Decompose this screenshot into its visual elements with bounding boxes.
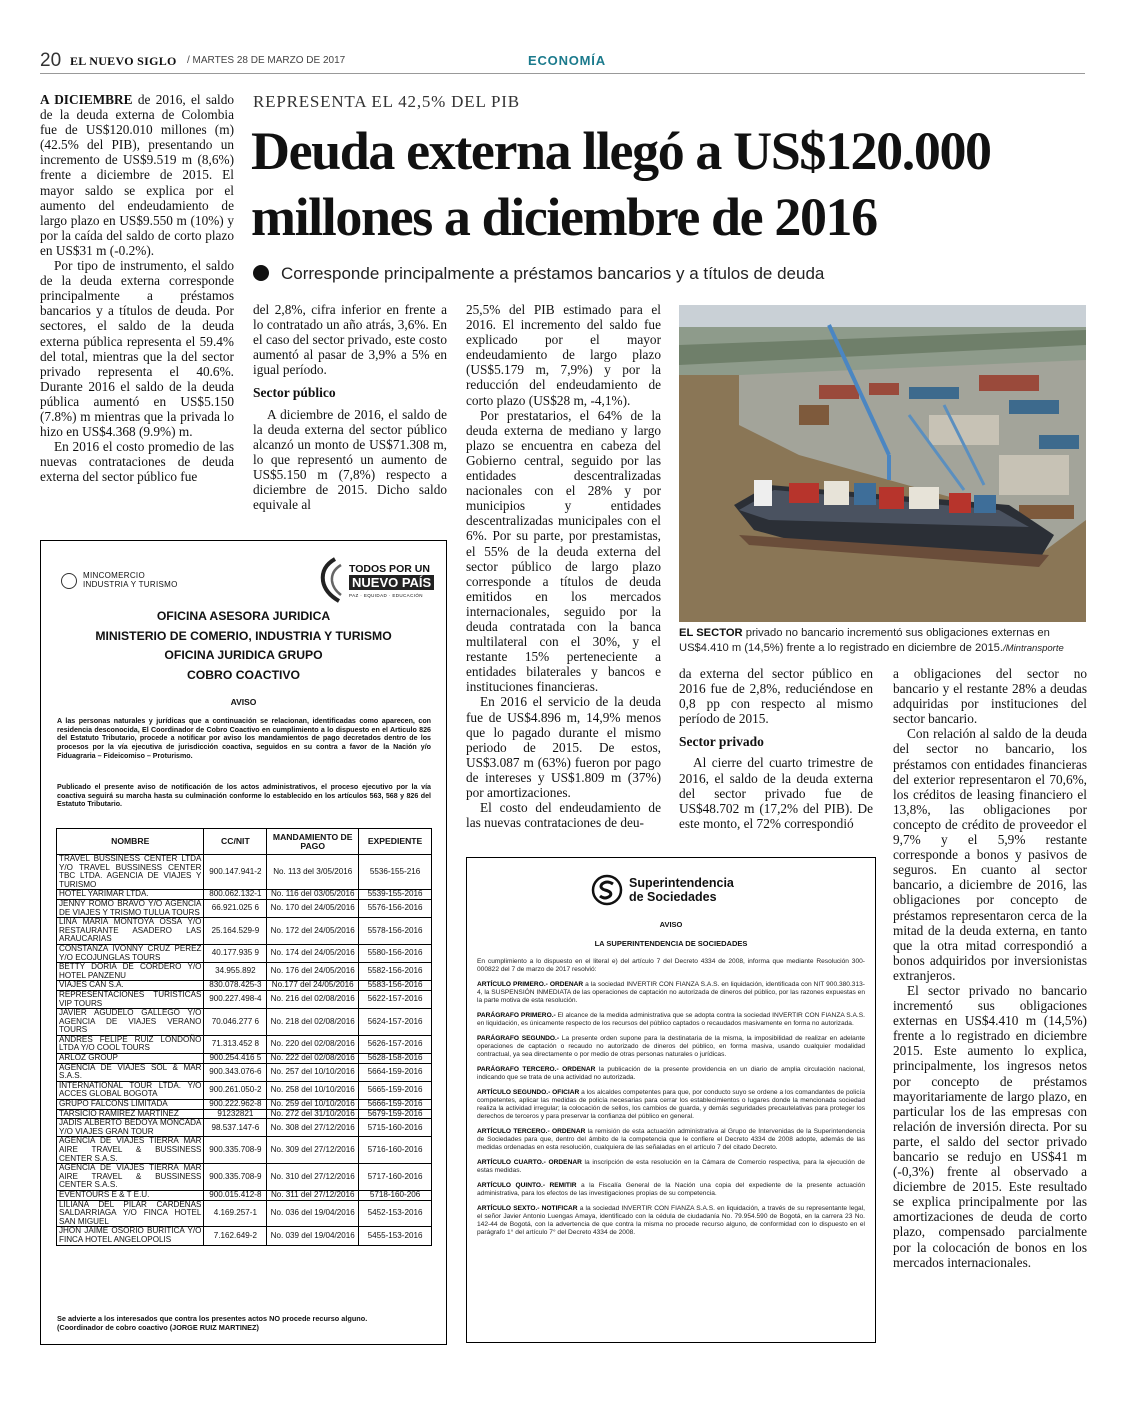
resolution-paragraph: ARTÍCULO TERCERO.- ORDENAR la remisión de esta actuación administrativa al Grupo de Intervenidas de la Superintendencia de Sociedades para que, dentro del ámbito de la competencia que le confiere el Decreto 4334 de 2008 adopte, además de las medidas ordenadas en esta resolución, cualquiera de las señaladas en el artículo 7 del citado Decreto. bbox=[477, 1128, 865, 1151]
case-number: 5580-156-2016 bbox=[359, 944, 432, 962]
table-row bbox=[57, 1081, 432, 1099]
article-column-4 bbox=[679, 666, 873, 848]
table-row bbox=[57, 1227, 432, 1245]
payment-order: No. 036 del 19/04/2016 bbox=[267, 1200, 359, 1227]
subhead-text: Corresponde principalmente a préstamos bancarios y a títulos de deuda bbox=[281, 264, 825, 283]
payment-order: No. 174 del 24/05/2016 bbox=[267, 944, 359, 962]
lead-paragraph: A DICIEMBRE de 2016, el saldo de la deuda externa de Colombia fue de US$120.010 millones (m) (42.5% del PIB), presentando un incremento de US$9.519 m (8,6%) frente a diciembre de 2015. El mayor saldo se explica por el aumento del endeudamiento de largo plazo en US$9.550 m (10%) y por la caída del saldo de corto plazo en US$31 m (-0.2%). bbox=[40, 92, 234, 258]
table-row bbox=[57, 1063, 432, 1081]
nuevo-pais-logo: TODOS POR UN NUEVO PAÍS PAZ · EQUIDAD · EDUCACIÓN bbox=[317, 555, 437, 607]
case-number: 5455-153-2016 bbox=[359, 1227, 432, 1245]
paragraph: del 2,8%, cifra inferior en frente a lo contratado un año atrás, 3,6%. En el caso del sector privado, este costo aumentó al pasar de 3,9% a 5% en igual período. bbox=[253, 302, 447, 378]
subhead bbox=[253, 264, 824, 284]
notice-heading: LA SUPERINTENDENCIA DE SOCIEDADES bbox=[594, 939, 748, 948]
bullet-icon bbox=[253, 265, 269, 281]
supersociedades-logo: Superintendencia de Sociedades bbox=[591, 872, 771, 908]
payment-order: No. 258 del 10/10/2016 bbox=[267, 1081, 359, 1099]
mincomercio-notice bbox=[40, 540, 447, 1345]
payment-order: No. 222 del 02/08/2016 bbox=[267, 1054, 359, 1064]
debtor-id: 98.537.147-6 bbox=[204, 1119, 267, 1137]
debtor-name: JHON JAIME OSORIO BURITICA Y/O FINCA HOTEL ANGELOPOLIS bbox=[57, 1227, 204, 1245]
debtor-name: BETTY DORIA DE CORDERO Y/O HOTEL PANZENU bbox=[57, 963, 204, 981]
article-column-3 bbox=[466, 302, 661, 840]
case-number: 5539-155-2016 bbox=[359, 890, 432, 900]
debtor-id: 900.335.708-9 bbox=[204, 1164, 267, 1191]
column-header: CC/NIT bbox=[204, 829, 267, 855]
paragraph: Al cierre del cuarto trimestre de 2016, el saldo de la deuda externa del sector privado fue de US$48.702 m (17,2% del PIB). De este monto, el 72% correspondió bbox=[679, 755, 873, 831]
payment-order: No. 170 del 24/05/2016 bbox=[267, 899, 359, 917]
payment-order: No. 216 del 02/08/2016 bbox=[267, 990, 359, 1008]
payment-order: No. 309 del 27/12/2016 bbox=[267, 1137, 359, 1164]
paragraph: 25,5% del PIB estimado para el 2016. El incremento del saldo fue explicado por el mayor endeudamiento de largo plazo (US$5.179 m, 7,9%) y por la reducción del endeudamiento de corto plazo (US$28 m, -4,1%). bbox=[466, 302, 661, 408]
paragraph: da externa del sector público en 2016 fue de 2,8%, reduciéndose en 0,8 pp con respecto al mismo período de 2015. bbox=[679, 666, 873, 727]
paragraph: Con relación al saldo de la deuda del sector no bancario, los préstamos con entidades financieras del exterior representaron el 70,6%, los créditos de leasing financiero el 13,8%, las obligaciones por concepto de crédito de proveedor el 9,7% y el 5,9% restante corresponde a bonos y pasivos de seguros. En cuanto al sector bancario, a diciembre de 2016, las obligaciones por concepto de préstamos representaron cerca de la mitad de la deuda externa, en tanto que la otra mitad correspondió a bonos adquiridos por inversionistas extranjeros. bbox=[893, 726, 1087, 983]
headline bbox=[251, 118, 1101, 250]
case-number: 5715-160-2016 bbox=[359, 1119, 432, 1137]
debtor-name: REPRESENTACIONES TURISTICAS VIP TOURS bbox=[57, 990, 204, 1008]
debtor-name: EVENTOURS E & T E.U. bbox=[57, 1190, 204, 1200]
paragraph: A diciembre de 2016, el saldo de la deuda externa del sector público alcanzó un monto de US$71.308 m, lo que representó un aumento de US$5.150 m (7,8%) respecto a diciembre de 2015. Dicho saldo equivale al bbox=[253, 406, 447, 513]
debtor-id: 40.177.935 9 bbox=[204, 944, 267, 962]
debtor-name: LILIANA DEL PILAR CARDENAS SALDARRIAGA Y/O FINCA HOTEL SAN MIGUEL bbox=[57, 1200, 204, 1227]
resolution-paragraph: ARTÍCULO SEXTO.- NOTIFICAR a la sociedad INVERTIR CON FIANZA S.A.S. en liquidación, a través de su representante legal, el señor Javier Antonio Luengas Amaya, identificado con la cédula de ciudadanía No. 79.954.590 de Bogotá, en la carrera 23 No. 142-44 de Bogotá, con la advertencia de que contra la misma no procede recurso alguno, de conformidad con lo dispuesto en el parágrafo 1° del artículo 7° del Decreto 4334 de 2008. bbox=[477, 1205, 866, 1236]
supersociedades-icon bbox=[591, 874, 623, 906]
table-row bbox=[57, 899, 432, 917]
table-row bbox=[57, 1035, 432, 1053]
payment-order: No. 220 del 02/08/2016 bbox=[267, 1035, 359, 1053]
headline-line-1: Deuda externa llegó a US$120.000 bbox=[251, 121, 991, 181]
debtor-name: AGENCIA DE VIAJES TIERRA MAR AIRE TRAVEL & BUSSINESS CENTER S.A.S. bbox=[57, 1164, 204, 1191]
resolution-paragraph: PARÁGRAFO TERCERO.- ORDENAR la publicación de la presente providencia en un diario de amplia circulación nacional, indicando que se trata de una actividad no autorizada. bbox=[477, 1066, 865, 1081]
resolution-paragraph: ARTÍCULO QUINTO.- REMITIR a la Fiscalía General de la Nación una copia del expediente de la presente actuación administrativa, para los efectos de las investigaciones propias de su competencia. bbox=[477, 1182, 865, 1197]
table-row bbox=[57, 963, 432, 981]
article-column-5 bbox=[893, 666, 1087, 1356]
kicker: REPRESENTA EL 42,5% DEL PIB bbox=[253, 92, 520, 111]
debtor-name: ANDRES FELIPE RUIZ LONDOÑO LTDA Y/O COOL TOURS bbox=[57, 1035, 204, 1053]
debtor-name: HOTEL YARIMAR LTDA. bbox=[57, 890, 204, 900]
payment-order: No. 116 del 03/05/2016 bbox=[267, 890, 359, 900]
headline-line-2: millones a diciembre de 2016 bbox=[251, 187, 877, 247]
paragraph: Por prestatarios, el 64% de la deuda externa de mediano y largo plazo se encuentra en cabeza del Gobierno central, seguido por las entidades descentralizadas nacionales con el 28% y por municipios y entidades descentralizadas municipales con el 6%. Por su parte, por prestamistas, el 55% de la deuda externa del sector público de largo plazo corresponde a títulos de deuda emitidos en los mercados internacionales, seguido por la deuda contratada con la banca multilateral con el 30%, y el restante 15% perteneciente a entidades bilaterales y bancos e instituciones financieras. bbox=[466, 407, 661, 695]
table-row bbox=[57, 1190, 432, 1200]
debtor-id: 900.261.050-2 bbox=[204, 1081, 267, 1099]
debtor-id: 800.062.132-1 bbox=[204, 890, 267, 900]
debtor-name: JADIS ALBERTO BEDOYA MONCADA Y/O VIAJES GRAN TOUR bbox=[57, 1119, 204, 1137]
resolution-paragraph: ARTÍCULO CUARTO.- ORDENAR la inscripción de esta resolución en la Cámara de Comercio respectiva, para la ejecución de estas medidas. bbox=[477, 1159, 865, 1174]
table-row bbox=[57, 918, 432, 945]
debtor-id: 71.313.452 8 bbox=[204, 1035, 267, 1053]
debtor-id: 25.164.529-9 bbox=[204, 918, 267, 945]
debtor-id: 900.227.498-4 bbox=[204, 990, 267, 1008]
resolution-paragraph: ARTÍCULO SEGUNDO.- OFICIAR a los alcaldes competentes para que, por conducto suyo se ordene a los comandantes de policía competentes, aplicar las medidas de policía necesarias para cerrar los establecimientos o lugares donde la mencionada sociedad realiza la actividad irregular; la colocación de sellos, los cambios de guarda, y demás seguridades precautelativas para proteger los derechos de terceros y para preservar la confianza del público en general. bbox=[477, 1089, 865, 1120]
debtor-id: 900.254.416 5 bbox=[204, 1054, 267, 1064]
case-number: 5664-159-2016 bbox=[359, 1063, 432, 1081]
paper-name: EL NUEVO SIGLO bbox=[70, 54, 177, 68]
case-number: 5716-160-2016 bbox=[359, 1137, 432, 1164]
coat-of-arms-icon bbox=[61, 573, 77, 589]
payment-order: No. 176 del 24/05/2016 bbox=[267, 963, 359, 981]
debtor-name: GRUPO FALCONS LIMITADA bbox=[57, 1100, 204, 1110]
table-row bbox=[57, 944, 432, 962]
debtor-id: 900.335.708-9 bbox=[204, 1137, 267, 1164]
issue-date: / MARTES 28 DE MARZO DE 2017 bbox=[187, 55, 346, 66]
debtor-id: 7.162.649-2 bbox=[204, 1227, 267, 1245]
debtor-id: 91232821 bbox=[204, 1109, 267, 1119]
payment-order: No. 310 del 27/12/2016 bbox=[267, 1164, 359, 1191]
lead-caps: A DICIEMBRE bbox=[40, 92, 133, 107]
case-number: 5624-157-2016 bbox=[359, 1009, 432, 1036]
case-number: 5679-159-2016 bbox=[359, 1109, 432, 1119]
photo-caption: EL SECTOR privado no bancario incrementó sus obligaciones externas en US$4.410 m (14,5%) frente a lo registrado en diciembre de 2015./Mintransporte bbox=[679, 627, 1064, 654]
payment-order: No. 218 del 02/08/2016 bbox=[267, 1009, 359, 1036]
case-number: 5536-155-216 bbox=[359, 855, 432, 890]
payment-order: No. 172 del 24/05/2016 bbox=[267, 918, 359, 945]
debtor-id: 900.343.076-6 bbox=[204, 1063, 267, 1081]
payment-order: No. 272 del 31/10/2016 bbox=[267, 1109, 359, 1119]
resolution-paragraph: PARÁGRAFO SEGUNDO.- La presente orden supone para la destinataria de la misma, la imposibilidad de realizar en adelante operaciones de captación o recaudo no autorizado de dineros del público, en forma masiva, usando cualquier modalidad contractual, ya sea directamente o por medio de otras personas naturales o jurídicas. bbox=[477, 1035, 865, 1058]
page-header bbox=[40, 50, 1085, 76]
column-header: MANDAMIENTO DE PAGO bbox=[267, 829, 359, 855]
case-number: 5626-157-2016 bbox=[359, 1035, 432, 1053]
case-number: 5578-156-2016 bbox=[359, 918, 432, 945]
debtor-name: AGENCIA DE VIAJES TIERRA MAR AIRE TRAVEL & BUSSINESS CENTER S.A.S. bbox=[57, 1137, 204, 1164]
debtor-id: 900.147.941-2 bbox=[204, 855, 267, 890]
payment-order: No. 308 del 27/12/2016 bbox=[267, 1119, 359, 1137]
page-number: 20 bbox=[40, 50, 62, 71]
paragraph: En 2016 el servicio de la deuda fue de US$4.896 m, 14,9% menos que lo pagado durante el mismo periodo de 2015. De estos, US$3.087 m (63%) fueron por pago de intereses y US$1.809 m (37%) por amortizaciones. bbox=[466, 694, 661, 800]
case-number: 5628-158-2016 bbox=[359, 1054, 432, 1064]
table-row bbox=[57, 1100, 432, 1110]
debtor-id: 900.015.412-8 bbox=[204, 1190, 267, 1200]
table-row bbox=[57, 1054, 432, 1064]
section-label: ECONOMÍA bbox=[528, 53, 606, 68]
case-number: 5718-160-206 bbox=[359, 1190, 432, 1200]
notice-intro-2: Publicado el presente aviso de notificación de los actos administrativos, el proceso ejecutivo por la vía coactiva seguirá su marcha hasta su culminación conforme lo establecido en los artículos 563, 568 y 826 del Estatuto Tributario. bbox=[57, 783, 431, 809]
resolution-paragraph: En cumplimiento a lo dispuesto en el literal e) del artículo 7 del Decreto 4334 de 2008, informa que mediante Resolución 300-000822 del 7 de marzo de 2017 resolvió: bbox=[477, 958, 865, 973]
table-row bbox=[57, 990, 432, 1008]
case-number: 5583-156-2016 bbox=[359, 981, 432, 991]
photo-credit: /Mintransporte bbox=[1003, 642, 1064, 654]
payment-order: No. 259 del 10/10/2016 bbox=[267, 1100, 359, 1110]
notice-footer: Se advierte a los interesados que contra los presentes actos NO procede recurso alguno. (Coordinador de cobro coactivo (JORGE RUIZ MARTINEZ) bbox=[57, 1314, 368, 1332]
debtor-id: 34.955.892 bbox=[204, 963, 267, 981]
payment-order: No. 113 del 3/05/2016 bbox=[267, 855, 359, 890]
notice-titles: OFICINA ASESORA JURIDICA MINISTERIO DE COMERIO, INDUSTRIA Y TURISMO OFICINA JURIDICA GRUPO COBRO COACTIVO bbox=[95, 609, 392, 682]
case-number: 5717-160-2016 bbox=[359, 1164, 432, 1191]
debtor-name: AGENCIA DE VIAJES SOL & MAR S.A.S. bbox=[57, 1063, 204, 1081]
table-row bbox=[57, 1164, 432, 1191]
table-row bbox=[57, 1137, 432, 1164]
debtor-name: TARSICIO RAMIREZ MARTINEZ bbox=[57, 1109, 204, 1119]
port-photo bbox=[679, 305, 1086, 622]
caption-lead: EL SECTOR bbox=[679, 627, 743, 639]
case-number: 5452-153-2016 bbox=[359, 1200, 432, 1227]
paragraph: a obligaciones del sector no bancario y el restante 28% a deudas adquiridas por instituciones del sector bancario. bbox=[893, 666, 1087, 727]
article-column-2 bbox=[253, 302, 447, 524]
column-header: NOMBRE bbox=[57, 829, 204, 855]
debtor-name: TRAVEL BUSSINESS CENTER LTDA Y/O TRAVEL BUSSINESS CENTER TBC LTDA. AGENCIA DE VIAJES Y TURISMO bbox=[57, 855, 204, 890]
table-row bbox=[57, 1200, 432, 1227]
nuevo-pais-icon bbox=[317, 557, 347, 603]
header-rule bbox=[40, 73, 1085, 74]
paragraph: Por tipo de instrumento, el saldo de la deuda externa corresponde principalmente a préstamos bancarios y a títulos de deuda. Por sectores, el saldo de la deuda externa pública representa el 59.4% del total, mientras que la del sector privado representa el 40.6%. Durante 2016 el saldo de la deuda pública aumentó en US$5.150 (7.8%) m mientras que la privada lo hizo en US$4.368 (9.9%) m. bbox=[40, 258, 234, 440]
case-number: 5622-157-2016 bbox=[359, 990, 432, 1008]
aviso-label: AVISO bbox=[230, 697, 257, 707]
debtor-id: 4.169.257-1 bbox=[204, 1200, 267, 1227]
resolution-paragraph: PARÁGRAFO PRIMERO.- El alcance de la medida administrativa que se adopta contra la sociedad INVERTIR CON FIANZA S.A.S. en liquidación, es únicamente respecto de los recursos del público captados o recaudados masivamente en forma no autorizada. bbox=[477, 1012, 865, 1027]
case-number: 5576-156-2016 bbox=[359, 899, 432, 917]
paragraph: El sector privado no bancario incrementó sus obligaciones externas en US$4.410 m (14,5%) frente a lo registrado en diciembre 2015. Este aumento lo explica, principalmente, los ingresos netos por concepto de préstamos mayoritariamente de largo plazo, en particular los de las empresas con relación de inversión directa. Por su parte, el saldo del sector privado bancario se redujo en US$41 m (-0,3%) frente al observado a diciembre de 2015. Este resultado se explica principalmente por las amortizaciones de deuda de corto plazo, compensado parcialmente por la colocación de bonos en los mercados internacionales. bbox=[893, 982, 1087, 1270]
table-row bbox=[57, 1009, 432, 1036]
case-number: 5582-156-2016 bbox=[359, 963, 432, 981]
container-ship-photo bbox=[679, 305, 1086, 622]
table-row bbox=[57, 981, 432, 991]
aviso-label: AVISO bbox=[659, 920, 683, 929]
payment-order: No.177 del 24/05/2016 bbox=[267, 981, 359, 991]
article-column-1 bbox=[40, 92, 234, 522]
section-heading: Sector público bbox=[253, 385, 336, 401]
resolution-body bbox=[477, 958, 865, 1244]
debtor-name: LINA MARIA MONTOYA OSSA Y/O RESTAURANTE ASADERO LAS ARAUCARIAS bbox=[57, 918, 204, 945]
payment-order: No. 039 del 19/04/2016 bbox=[267, 1227, 359, 1245]
table-row bbox=[57, 1119, 432, 1137]
debtor-name: VIAJES CAN S.A. bbox=[57, 981, 204, 991]
table-row bbox=[57, 855, 432, 890]
mincomercio-logo: MINCOMERCIO INDUSTRIA Y TURISMO bbox=[61, 571, 231, 595]
table-header-row bbox=[57, 829, 432, 855]
section-heading: Sector privado bbox=[679, 734, 764, 750]
paragraph: El costo del endeudamiento de las nuevas contrataciones de deu- bbox=[466, 800, 661, 831]
debtor-name: INTERNATIONAL TOUR LTDA. Y/O ACCES GLOBAL BOGOTA bbox=[57, 1081, 204, 1099]
debtors-table bbox=[56, 828, 432, 1246]
resolution-paragraph: ARTÍCULO PRIMERO.- ORDENAR a la sociedad INVERTIR CON FIANZA S.A.S. en liquidación, identificada con NIT 900.380.313-4, la SUSPENSIÓN INMEDIATA de las operaciones de captación no autorizada de dineros del público, por las razones expuestas en la parte motiva de esta resolución. bbox=[477, 981, 865, 1004]
debtor-id: 70.046.277 6 bbox=[204, 1009, 267, 1036]
debtor-name: ARLOZ GROUP bbox=[57, 1054, 204, 1064]
payment-order: No. 311 del 27/12/2016 bbox=[267, 1190, 359, 1200]
paragraph: En 2016 el costo promedio de las nuevas contrataciones de deuda externa del sector público fue bbox=[40, 439, 234, 485]
debtor-id: 830.078.425-3 bbox=[204, 981, 267, 991]
debtor-id: 900.222.962-8 bbox=[204, 1100, 267, 1110]
notice-intro: A las personas naturales y jurídicas que a continuación se relacionan, identificadas como aparecen, con residencia desconocida, El Coordinador de Cobro Coactivo en cumplimiento a lo dispuesto en el Articulo 826 del Estatuto Tributario, procede a notificar por aviso los mandamientos de pago decretados dentro de los procesos por la vía ejecutiva de jurisdicción coactiva, seguidos en su contra a favor de la Nación y/o Fiduagraria – Fideicomiso – Proturismo. bbox=[57, 717, 431, 760]
case-number: 5666-159-2016 bbox=[359, 1100, 432, 1110]
debtor-name: JENNY ROMO BRAVO Y/O AGENCIA DE VIAJES Y TRISMO TULUA TOURS bbox=[57, 899, 204, 917]
column-header: EXPEDIENTE bbox=[359, 829, 432, 855]
debtor-name: JAVIER AGUDELO GALLEGO Y/O AGENCIA DE VIAJES VERANO TOURS bbox=[57, 1009, 204, 1036]
case-number: 5665-159-2016 bbox=[359, 1081, 432, 1099]
debtors-table-wrap bbox=[56, 828, 432, 1246]
debtor-name: CONSTANZA IVONNY CRUZ PEREZ Y/O ECOJUNGLAS TOURS bbox=[57, 944, 204, 962]
supersociedades-notice bbox=[466, 857, 876, 1343]
debtor-id: 66.921.025 6 bbox=[204, 899, 267, 917]
payment-order: No. 257 del 10/10/2016 bbox=[267, 1063, 359, 1081]
